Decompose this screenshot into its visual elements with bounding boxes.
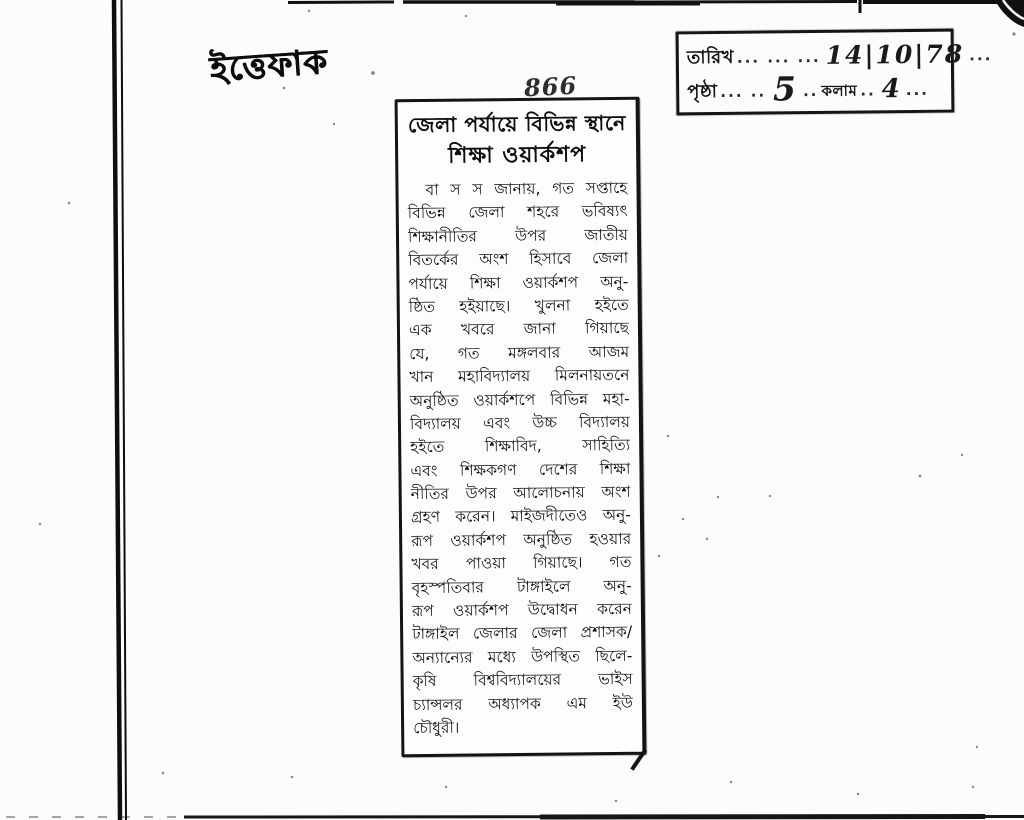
page-value: 5 — [772, 69, 797, 109]
date-label: তারিখ — [686, 46, 735, 69]
column-dots: .. — [802, 81, 819, 101]
body-line: বিতর্কের অংশ হিসাবে জেলা — [408, 249, 629, 270]
body-line: এক খবরে জানা গিয়াছে — [408, 319, 630, 340]
body-line: রূপ ওয়ার্কশপ উদ্বোধন করেন — [411, 599, 633, 621]
column-label: কলাম — [821, 81, 858, 100]
newspaper-masthead: ইত্তেফাক — [208, 41, 330, 90]
stamp-box — [676, 29, 993, 116]
body-line: হইতে শিক্ষাবিদ, সাহিত্যি — [410, 436, 631, 457]
body-line: রূপ ওয়ার্কশপ অনুষ্ঠিত হওয়ার — [411, 529, 632, 551]
date-value: 14|10|78 — [825, 39, 965, 70]
stamp-date-row — [686, 38, 993, 75]
body-line: খান মহাবিদ্যালয় মিলনায়তনে — [409, 365, 630, 387]
body-line: চ্যান্সলর অধ্যাপক এম ইউ — [412, 693, 633, 714]
body-line: বা স স জানায়, গত সপ্তাহে — [425, 178, 628, 199]
top-edge-line — [288, 0, 1007, 13]
headline-line-2: শিক্ষা ওয়ার্কশপ — [447, 142, 587, 169]
trailing-dots: ... — [905, 80, 930, 100]
body-line: যে, গত মঙ্গলবার আজম — [409, 342, 630, 363]
body-line: বৃহস্পতিবার টাঙ্গাইলে অনু- — [411, 576, 632, 597]
column-dots-after: .. — [860, 81, 876, 100]
news-clipping — [395, 97, 647, 758]
body-line: পর্যায়ে শিক্ষা ওয়ার্কশপ অনু- — [408, 272, 629, 293]
clipping-headline — [398, 108, 637, 173]
page-dots: ... .. — [720, 82, 767, 101]
body-line: কৃষি বিশ্ববিদ্যালয়ের ভাইস — [412, 670, 633, 691]
body-line: অনুষ্ঠিত ওয়ার্কশপে বিভিন্ন মহা- — [409, 389, 630, 410]
date-dots: ... ... ... — [736, 47, 821, 67]
body-line: ষ্ঠিত হইয়াছে। খুলনা হইতে — [408, 295, 629, 317]
column-value: 4 — [881, 74, 900, 105]
body-line: নীতির উপর আলোচনায় অংশ — [410, 482, 631, 504]
body-line: অন্যান্যের মধ্যে উপস্থিত ছিলে- — [412, 646, 633, 667]
binding-lines — [114, 0, 126, 820]
body-line: খবর পাওয়া গিয়াছে। গত — [411, 553, 632, 574]
body-line: চৌধুরী। — [413, 718, 460, 738]
body-line: বিভিন্ন জেলা শহরে ভবিষ্যৎ — [407, 202, 628, 223]
page-label: পৃষ্ঠা — [687, 81, 718, 103]
bottom-edge-line — [6, 817, 1024, 818]
clipping-body — [398, 176, 642, 740]
body-line: টাঙ্গাইল জেলার জেলা প্রশাসক/ — [412, 623, 633, 644]
body-line: গ্রহণ করেন। মাইজদীতেও অনু- — [410, 506, 632, 527]
page-curl — [995, 0, 1024, 27]
headline-line-1: জেলা পর্যায়ে বিভিন্ন স্থানে — [407, 110, 626, 138]
stamp-page-row — [687, 69, 945, 109]
body-line: বিদ্যালয় এবং উচ্চ বিদ্যালয় — [409, 412, 631, 434]
date-dots-after: ... — [969, 46, 993, 65]
body-line: এবং শিক্ষকগণ দেশের শিক্ষা — [410, 459, 631, 480]
handwritten-number-mark: 866 — [523, 70, 578, 103]
body-line: শিক্ষানীতির উপর জাতীয় — [407, 225, 629, 246]
